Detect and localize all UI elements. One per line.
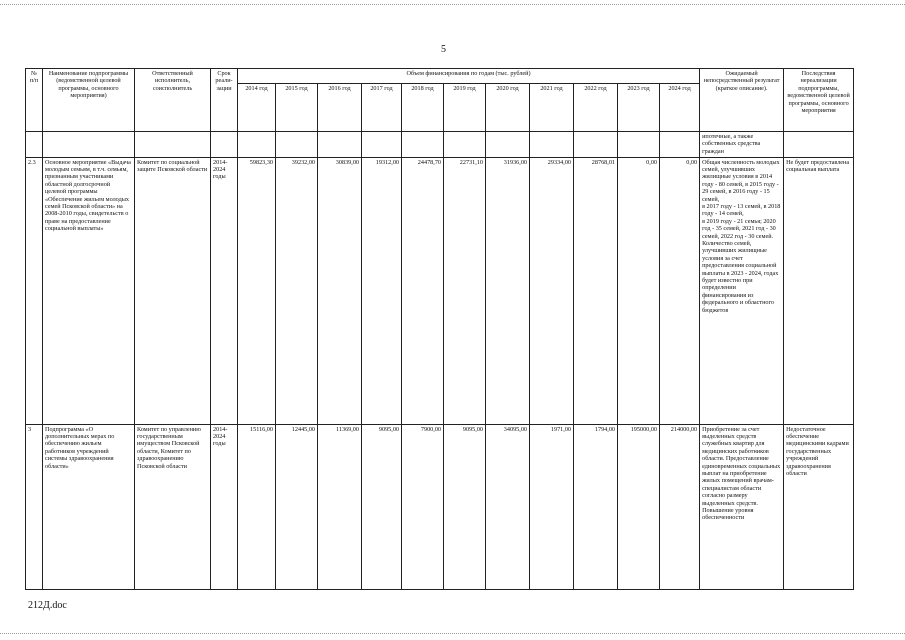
row-name: Подпрограмма «О дополнительных мерах по обеспечению жильем работников учреждений системы здравоохранения области» bbox=[43, 424, 135, 590]
row-value bbox=[362, 131, 402, 157]
footer-filename: 212Д.doc bbox=[28, 600, 67, 611]
row-value: 195000,00 bbox=[618, 424, 660, 590]
row-consequences: Не будет предоставлена социальная выплата bbox=[784, 157, 854, 424]
row-name: Основное мероприятие «Выдача молодым семьям, в т.ч. семьям, признанным участниками областной долгосрочной целевой программы «Обеспечение жильем молодых семей Псковской области» на 2008-2010 годы, свидетельств о праве на предоставление социальной выплаты» bbox=[43, 157, 135, 424]
table-row bbox=[26, 424, 854, 590]
header-year: 2016 год bbox=[318, 84, 362, 132]
row-consequences bbox=[784, 131, 854, 157]
row-value: 1794,00 bbox=[574, 424, 618, 590]
table-row bbox=[26, 131, 854, 157]
table-header-row bbox=[26, 69, 854, 84]
row-value: 29334,00 bbox=[530, 157, 574, 424]
header-year: 2015 год bbox=[276, 84, 318, 132]
header-year: 2022 год bbox=[574, 84, 618, 132]
header-funding: Объем финансирования по годам (тыс. рублей) bbox=[238, 69, 700, 84]
row-term: 2014- 2024 годы bbox=[211, 424, 238, 590]
header-result: Ожидаемый непосредственный результат (краткое описание). bbox=[700, 69, 784, 132]
row-value: 31936,00 bbox=[486, 157, 530, 424]
row-value: 0,00 bbox=[660, 157, 700, 424]
row-value: 214000,00 bbox=[660, 424, 700, 590]
row-value: 0,00 bbox=[618, 157, 660, 424]
header-year: 2023 год bbox=[618, 84, 660, 132]
row-value: 7900,00 bbox=[402, 424, 444, 590]
row-value: 28768,01 bbox=[574, 157, 618, 424]
header-year: 2018 год bbox=[402, 84, 444, 132]
row-value: 15116,00 bbox=[238, 424, 276, 590]
row-value: 11369,00 bbox=[318, 424, 362, 590]
row-num bbox=[26, 131, 43, 157]
row-value bbox=[486, 131, 530, 157]
row-value: 19312,00 bbox=[362, 157, 402, 424]
header-year: 2021 год bbox=[530, 84, 574, 132]
row-value: 9095,00 bbox=[362, 424, 402, 590]
scan-bottom-edge bbox=[0, 633, 905, 634]
row-result: Общая численность молодых семей, улучшивших жилищные условия в 2014 году - 80 семей, в 2015 году - 29 семей, в 2016 году - 15 семей, в 2017 году - 13 семей, в 2018 году - 14 семей, в 2019 году - 21 семья; 2020 год - 35 семей, 2021 год - 30 семей, 2022 год - 30 семей. Количество семей, улучшивших жилищные условия за счет предоставления социальной выплаты в 2023 - 2024, годах будет известно при определении финансирования из федерального и областного бюджетов bbox=[700, 157, 784, 424]
row-result: ипотечные, а также собственных средства граждан bbox=[700, 131, 784, 157]
row-value: 39232,00 bbox=[276, 157, 318, 424]
row-value: 9095,00 bbox=[444, 424, 486, 590]
row-responsible: Комитет по социальной защите Псковской области bbox=[135, 157, 211, 424]
row-value bbox=[276, 131, 318, 157]
header-year: 2017 год bbox=[362, 84, 402, 132]
row-value: 1971,00 bbox=[530, 424, 574, 590]
header-consequences: Последствия нереализации подпрограммы, ведомственной целевой программы, основного мероприятия bbox=[784, 69, 854, 132]
row-consequences: Недостаточное обеспечение медицинскими кадрами государственных учреждений здравоохранения области bbox=[784, 424, 854, 590]
funding-table bbox=[25, 68, 854, 590]
table-row bbox=[26, 157, 854, 424]
row-value: 12445,00 bbox=[276, 424, 318, 590]
row-value bbox=[402, 131, 444, 157]
row-num: 3 bbox=[26, 424, 43, 590]
scan-top-edge bbox=[0, 4, 905, 5]
row-value bbox=[618, 131, 660, 157]
row-value bbox=[238, 131, 276, 157]
row-value: 30839,00 bbox=[318, 157, 362, 424]
row-value bbox=[530, 131, 574, 157]
row-value: 24478,70 bbox=[402, 157, 444, 424]
row-value: 22731,10 bbox=[444, 157, 486, 424]
row-term: 2014- 2024 годы bbox=[211, 157, 238, 424]
row-responsible: Комитет по управлению государственным имуществом Псковской области, Комитет по здравоохранению Псковской области bbox=[135, 424, 211, 590]
row-value bbox=[444, 131, 486, 157]
header-year: 2020 год bbox=[486, 84, 530, 132]
row-value bbox=[318, 131, 362, 157]
row-value: 59823,30 bbox=[238, 157, 276, 424]
header-name: Наименование подпрограммы (ведомственной целевой программы, основного мероприятия) bbox=[43, 69, 135, 132]
row-value: 34095,00 bbox=[486, 424, 530, 590]
row-name bbox=[43, 131, 135, 157]
page-number: 5 bbox=[441, 44, 446, 55]
header-num: № п/п bbox=[26, 69, 43, 132]
row-value bbox=[574, 131, 618, 157]
header-year: 2019 год bbox=[444, 84, 486, 132]
row-num: 2.3 bbox=[26, 157, 43, 424]
row-term bbox=[211, 131, 238, 157]
header-term: Срок реали-зации bbox=[211, 69, 238, 132]
header-responsible: Ответственный исполнитель, соисполнитель bbox=[135, 69, 211, 132]
row-responsible bbox=[135, 131, 211, 157]
header-year: 2014 год bbox=[238, 84, 276, 132]
row-result: Приобретение за счет выделенных средств служебных квартир для медицинских работников области. Предоставление единовременных социальных выплат на приобретение жилых помещений врачам-специалистам области согласно размеру выделенных средств. Повышение уровня обеспеченности bbox=[700, 424, 784, 590]
row-value bbox=[660, 131, 700, 157]
header-year: 2024 год bbox=[660, 84, 700, 132]
